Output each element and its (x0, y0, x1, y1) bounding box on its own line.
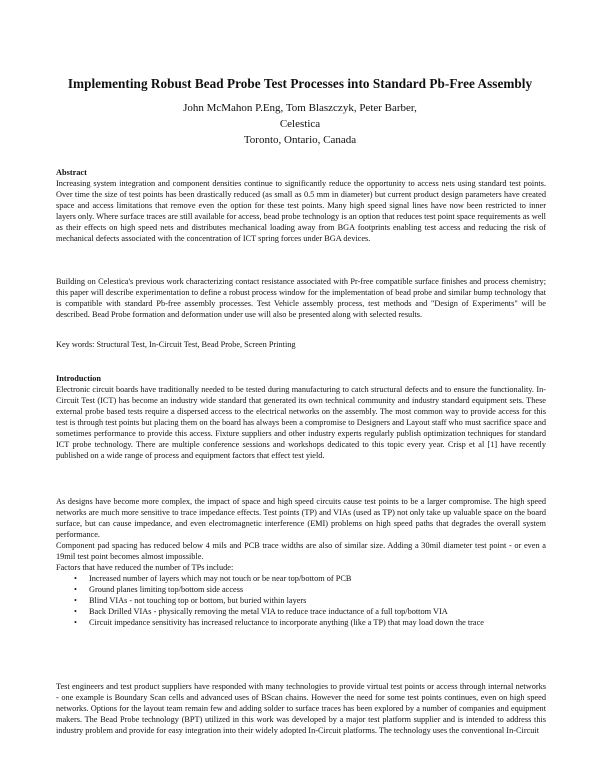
introduction-paragraph-3: Component pad spacing has reduced below 4 mils and PCB trace widths are also of similar size. Adding a 30mil diameter test point - or even a 19mil test point becomes almost impossible. (56, 541, 546, 561)
introduction-paragraph-5-block (56, 681, 546, 736)
introduction-paragraph-4: Factors that have reduced the number of TPs include: (56, 563, 234, 572)
abstract-paragraph-2: Building on Celestica's previous work characterizing contact resistance associated with Pr-free compatible surface finishes and process chemistry; this paper will describe experimentation to define a robust process window for the implementation of bead probe and similar bump technology that is compatible with standard Pb-free assembly processes. Test Vehicle assembly process, test methods and "Design of Experiments" will be described. Bead Probe formation and deformation under use will also be presented along with selected results. (56, 277, 546, 319)
keywords-block (56, 339, 546, 350)
abstract-paragraph-1: Increasing system integration and component densities continue to significantly reduce the opportunity to access nets using standard test points. Over time the size of test points has been drastically reduced (as small as 0.5 mm in diameter) but current product design parameters have created space and access limitations that remove even the option for these test points. Many high speed signal lines have now been restricted to inner layers only. Where surface traces are still available for access, bead probe technology is an option that reduces test point space requirements as well as their effects on high speed nets and distributes mechanical loading away from BGA footprints enabling test access and reducing the risk of mechanical defects associated with the concentration of ICT spring forces under BGA devices. (56, 179, 546, 243)
factors-list (56, 573, 546, 628)
author-names: John McMahon P.Eng, Tom Blaszczyk, Peter Barber, (183, 102, 417, 114)
abstract-paragraph-2-block (56, 276, 546, 320)
introduction-heading: Introduction (56, 374, 102, 383)
abstract-heading: Abstract (56, 168, 87, 177)
author-location: Toronto, Ontario, Canada (243, 134, 357, 146)
abstract-section (56, 167, 546, 244)
keywords-line: Key words: Structural Test, In-Circuit Test, Bead Probe, Screen Printing (56, 340, 296, 349)
list-item: • Ground planes limiting top/bottom side access (56, 584, 546, 595)
introduction-section (56, 373, 546, 461)
introduction-paragraph-5: Test engineers and test product suppliers have responded with many technologies to provide virtual test points or access through internal networks - one example is Boundary Scan cells and advanced uses of BScan chains. However the need for some test points continues, even on high speed networks. Options for the layout team remain few and adding solder to surface traces has been explored by a number of companies and equipment makers. The Bead Probe technology (BPT) utilized in this work was developed by a major test platform supplier and is intended to address this industry problem and provide for easy integration into their widely adopted In-Circuit platforms. The technology uses the conventional In-Circuit (56, 682, 546, 735)
introduction-paragraph-2: As designs have become more complex, the impact of space and high speed circuits cause test points to be a larger compromise. The high speed networks are much more sensitive to trace impedance effects. Test points (TP) and VIAs (used as TP) not only take up valuable space on the board surface, but can cause impedance, and even electromagnetic interference (EMI) problems on high speed paths that degrades the overall system performance. (56, 497, 546, 539)
list-item: • Back Drilled VIAs - physically removing the metal VIA to reduce trace inductance of a full top/bottom VIA (56, 606, 546, 617)
author-company: Celestica (279, 118, 321, 130)
list-item: • Circuit impedance sensitivity has increased reluctance to incorporate anything (like a TP) that may load down the trace (56, 617, 546, 628)
introduction-paragraph-1: Electronic circuit boards have traditionally needed to be tested during manufacturing to catch structural defects and to ensure the functionality. In-Circuit Test (ICT) has become an industry wide standard that generated its own technical community and industry standard equipment sets. These external probe based tests require a dispersed access to the electrical networks on the assembly. The most common way to provide access for this test is through test points but placing them on the board has always been a compromise to Designers and Layout staff who must sacrifice space and sometimes performance to provide this access. Fixture suppliers and other industry experts regularly publish optimization techniques for standard ICT probe technology. There are multiple conference sessions and workshops dedicated to this topic every year. Crisp et al [1] have recently published on a wide range of process and equipment factors that effect test yield. (56, 385, 546, 460)
author-block (0, 100, 600, 148)
list-item: • Blind VIAs - not touching top or bottom, but buried within layers (56, 595, 546, 606)
introduction-paragraph-2-block (56, 496, 546, 628)
list-item: • Increased number of layers which may not touch or be near top/bottom of PCB (56, 573, 546, 584)
paper-title: Implementing Robust Bead Probe Test Processes into Standard Pb-Free Assembly (67, 76, 533, 91)
